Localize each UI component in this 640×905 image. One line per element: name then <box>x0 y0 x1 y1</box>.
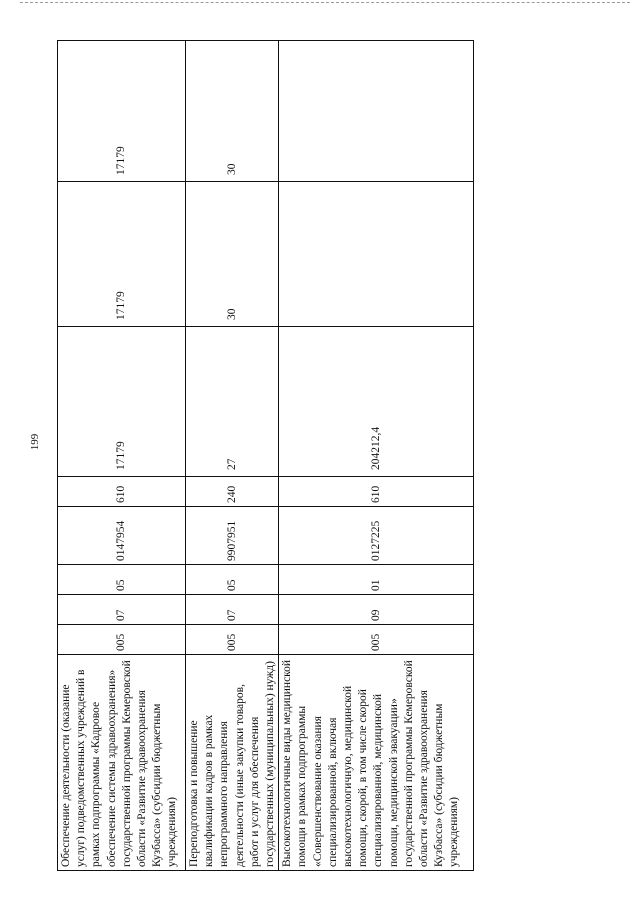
section-code: 09 <box>279 595 474 625</box>
value-2: 30 <box>186 182 279 327</box>
table-row <box>279 41 474 871</box>
ministry-code: 005 <box>186 625 279 655</box>
top-scan-rule <box>20 2 630 3</box>
page-number: 199 <box>29 433 41 451</box>
value-2 <box>279 182 474 327</box>
subsection-code: 05 <box>58 565 186 595</box>
row-description: Переподготовка и повышение квалификации кадров в рамках непрограммного направления деятельности (иные закупки товаров, работ и услуг для обеспечения государственных (муниципальных) нужд) <box>186 655 279 871</box>
value-3: 17179 <box>58 41 186 182</box>
row-description: Обеспечение деятельности (оказание услуг) подведомственных учреждений в рамках подпрограммы «Кадровое обеспечение системы здравоохранения» государственной программы Кемеровской области «Развитие здравоохранения Кузбасса» (субсидии бюджетным учреждениям) <box>58 655 186 871</box>
budget-sheet <box>57 41 470 871</box>
budget-table <box>57 40 474 871</box>
section-code: 07 <box>58 595 186 625</box>
expense-type-code: 610 <box>58 477 186 507</box>
expense-type-code: 240 <box>186 477 279 507</box>
value-2: 17179 <box>58 182 186 327</box>
ministry-code: 005 <box>58 625 186 655</box>
value-1: 27 <box>186 327 279 477</box>
rotated-page-frame <box>57 41 470 871</box>
value-1: 204212,4 <box>279 327 474 477</box>
target-article-code: 0147954 <box>58 507 186 565</box>
table-row <box>186 41 279 871</box>
value-1: 17179 <box>58 327 186 477</box>
target-article-code: 9907951 <box>186 507 279 565</box>
subsection-code: 01 <box>279 565 474 595</box>
value-3: 30 <box>186 41 279 182</box>
expense-type-code: 610 <box>279 477 474 507</box>
value-3 <box>279 41 474 182</box>
row-description: Высокотехнологичные виды медицинской помощи в рамках подпрограммы «Совершенствование оказания специализированной, включая высокотехнологичную, медицинской помощи, скорой, в том числе скорой специализированной, медицинской помощи, медицинской эвакуации» государственной программы Кемеровской области «Развитие здравоохранения Кузбасса» (субсидии бюджетным учреждениям) <box>279 655 474 871</box>
subsection-code: 05 <box>186 565 279 595</box>
target-article-code: 0127225 <box>279 507 474 565</box>
table-row <box>58 41 186 871</box>
section-code: 07 <box>186 595 279 625</box>
ministry-code: 005 <box>279 625 474 655</box>
